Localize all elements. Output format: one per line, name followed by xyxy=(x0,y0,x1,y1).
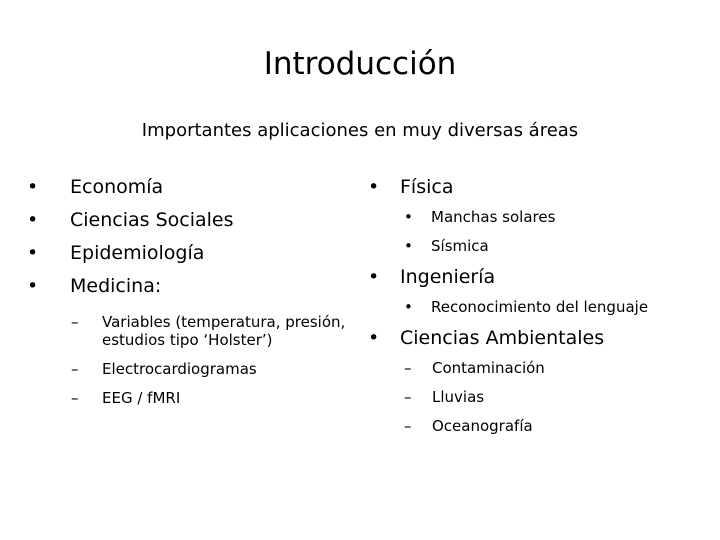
sublist-item-label: EEG / fMRI xyxy=(102,389,181,407)
left-column xyxy=(27,176,347,407)
list-item-label: Epidemiología xyxy=(70,242,205,264)
bullet-icon: • xyxy=(27,176,39,198)
right-column xyxy=(368,176,708,435)
bullet-icon: • xyxy=(368,327,380,349)
list-item-label: Ciencias Sociales xyxy=(70,209,234,231)
sublist-item-variables xyxy=(71,313,347,349)
bullet-icon: • xyxy=(27,209,39,231)
medicina-sublist xyxy=(27,313,347,407)
fisica-sublist xyxy=(368,208,708,255)
list-item-ciencias-sociales xyxy=(27,209,347,232)
sublist-item-label: Reconocimiento del lenguaje xyxy=(431,298,649,316)
bullet-icon: • xyxy=(404,237,413,255)
list-item-label: Ingeniería xyxy=(400,266,496,288)
ciencias-ambientales-sublist xyxy=(368,359,708,435)
sublist-item-label: Contaminación xyxy=(432,359,545,377)
bullet-icon: • xyxy=(27,275,39,297)
sublist-item-label: Oceanografía xyxy=(432,417,533,435)
list-item-medicina xyxy=(27,275,347,298)
sublist-item-label: Manchas solares xyxy=(431,208,556,226)
sublist-item-oceanografia xyxy=(404,417,708,435)
group-ingenieria xyxy=(368,266,708,316)
dash-icon: – xyxy=(71,360,79,378)
slide-title: Introducción xyxy=(263,46,457,82)
dash-icon: – xyxy=(404,359,412,377)
sublist-item-lluvias xyxy=(404,388,708,406)
sublist-item-manchas-solares xyxy=(404,208,708,226)
list-item-label: Economía xyxy=(70,176,164,198)
sublist-item-label: Electrocardiogramas xyxy=(102,360,257,378)
sublist-item-label: Lluvias xyxy=(432,388,485,406)
bullet-icon: • xyxy=(27,242,39,264)
list-item-label: Física xyxy=(400,176,454,198)
list-item-epidemiologia xyxy=(27,242,347,265)
bullet-icon: • xyxy=(404,208,413,226)
sublist-item-eeg-fmri xyxy=(71,389,347,407)
sublist-item-sismica xyxy=(404,237,708,255)
list-item-ingenieria xyxy=(368,266,708,289)
dash-icon: – xyxy=(404,417,412,435)
left-bullet-list xyxy=(27,176,347,298)
dash-icon: – xyxy=(404,388,412,406)
sublist-item-electrocardiogramas xyxy=(71,360,347,378)
bullet-icon: • xyxy=(368,266,380,288)
bullet-icon: • xyxy=(368,176,380,198)
slide-subtitle: Importantes aplicaciones en muy diversas áreas xyxy=(141,120,579,141)
sublist-item-reconocimiento-lenguaje xyxy=(404,298,708,316)
sublist-item-label: Sísmica xyxy=(431,237,489,255)
bullet-icon: • xyxy=(404,298,413,316)
group-ciencias-ambientales xyxy=(368,327,708,435)
sublist-item-contaminacion xyxy=(404,359,708,377)
list-item-ciencias-ambientales xyxy=(368,327,708,350)
list-item-label: Medicina: xyxy=(70,275,162,297)
list-item-economia xyxy=(27,176,347,199)
list-item-label: Ciencias Ambientales xyxy=(400,327,605,349)
dash-icon: – xyxy=(71,389,79,407)
ingenieria-sublist xyxy=(368,298,708,316)
dash-icon: – xyxy=(71,313,79,331)
group-fisica xyxy=(368,176,708,255)
sublist-item-label: Variables (temperatura, presión, estudios tipo ‘Holster’) xyxy=(102,313,346,349)
list-item-fisica xyxy=(368,176,708,199)
